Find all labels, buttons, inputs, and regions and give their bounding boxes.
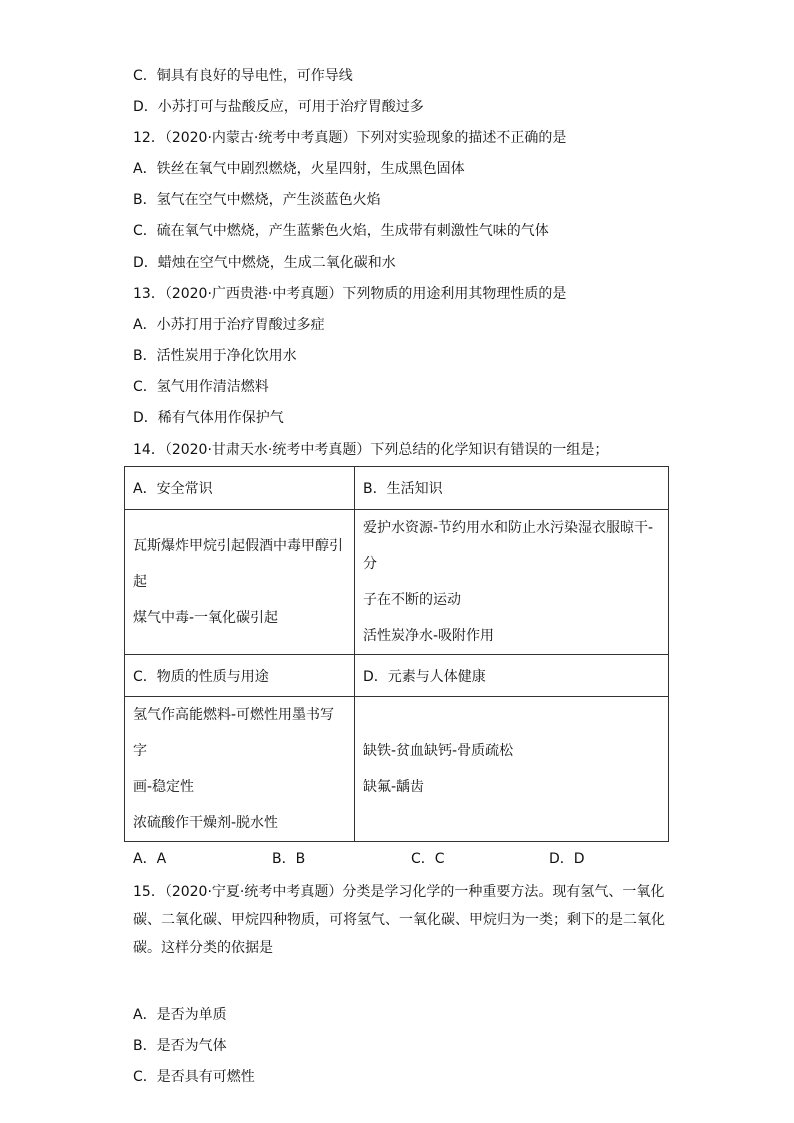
cell-b-body: [355, 510, 669, 655]
q15-stem: 15．（2020·宁夏·统考中考真题）分类是学习化学的一种重要方法。现有氢气、一氧化碳、二氧化碳、甲烷四种物质，可将氢气、一氧化碳、甲烷归为一类；剩下的是二氧化碳。这样分类的依据是: [133, 884, 665, 956]
q13-option-a: A．小苏打用于治疗胃酸过多症: [133, 317, 325, 333]
cell-b-line: 爱护水资源-节约用水和防止水污染湿衣服晾干-分: [363, 520, 654, 572]
cell-d-line: 缺铁-贫血缺钙-骨质疏松: [363, 743, 514, 759]
cell-a-head: A．安全常识: [125, 467, 355, 510]
q14-answer-d: D．D: [549, 851, 585, 867]
q13-option-c: C．氢气用作清洁燃料: [133, 379, 269, 395]
cell-d-head: D．元素与人体健康: [355, 655, 669, 697]
cell-a-body: [125, 510, 355, 655]
q14-answer-c: C．C: [411, 851, 445, 867]
cell-c-body: [125, 697, 355, 842]
cell-a-line: 瓦斯爆炸甲烷引起假酒中毒甲醇引: [133, 538, 343, 554]
cell-d-line: 缺氟-龋齿: [363, 779, 425, 795]
q12-option-d: D．蜡烛在空气中燃烧，生成二氧化碳和水: [133, 255, 396, 271]
q13-stem: 13．（2020·广西贵港·中考真题）下列物质的用途利用其物理性质的是: [133, 286, 567, 302]
cell-d-body: [355, 697, 669, 842]
cell-b-line: 活性炭净水-吸附作用: [363, 628, 495, 644]
q14-answer-b: B．B: [272, 851, 306, 867]
q13-option-b: B．活性炭用于净化饮用水: [133, 348, 297, 364]
cell-c-head: C．物质的性质与用途: [125, 655, 355, 697]
q11-option-c: C．铜具有良好的导电性，可作导线: [133, 68, 353, 84]
q15-option-b: B．是否为气体: [133, 1038, 227, 1054]
q11-option-d: D．小苏打可与盐酸反应，可用于治疗胃酸过多: [133, 99, 424, 115]
q14-answer-a: A．A: [133, 851, 167, 867]
q13-option-d: D．稀有气体用作保护气: [133, 410, 284, 426]
q12-option-a: A．铁丝在氧气中剧烈燃烧，火星四射，生成黑色固体: [133, 161, 465, 177]
cell-a-line: 起: [133, 574, 147, 590]
q14-stem: 14．（2020·甘肃天水·统考中考真题）下列总结的化学知识有错误的一组是；: [133, 442, 609, 458]
cell-c-line: 浓硫酸作干燥剂-脱水性: [133, 815, 279, 831]
cell-b-head: B．生活知识: [355, 467, 669, 510]
cell-b-line: 子在不断的运动: [363, 592, 461, 608]
cell-c-line: 画-稳定性: [133, 779, 195, 795]
q12-stem: 12．（2020·内蒙古·统考中考真题）下列对实验现象的描述不正确的是: [133, 130, 567, 146]
cell-a-line: 煤气中毒-一氧化碳引起: [133, 610, 279, 626]
q15-option-c: C．是否具有可燃性: [133, 1069, 255, 1085]
q12-option-b: B．氢气在空气中燃烧，产生淡蓝色火焰: [133, 192, 381, 208]
q15-option-a: A．是否为单质: [133, 1007, 227, 1023]
q14-knowledge-table: [124, 466, 669, 842]
q12-option-c: C．硫在氧气中燃烧，产生蓝紫色火焰，生成带有刺激性气味的气体: [133, 223, 549, 239]
cell-c-line: 氢气作高能燃料-可燃性用墨书写字: [133, 707, 335, 759]
